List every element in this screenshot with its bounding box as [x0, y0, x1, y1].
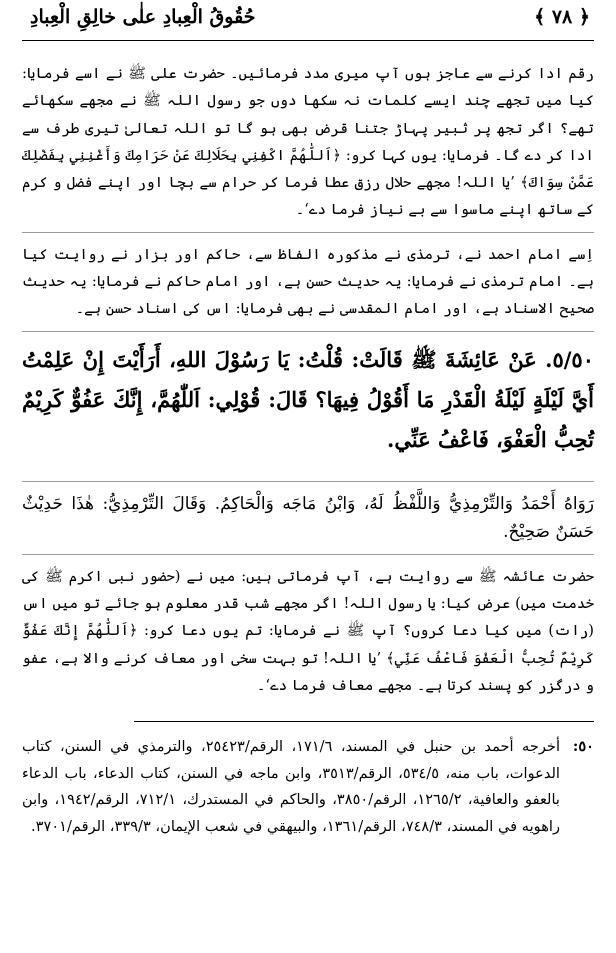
- footnote: [22, 734, 594, 840]
- urdu-translation-paragraph: حضرت عائشہ ﷺ سے روایت ہے، آپ فرماتی ہیں: میں نے (حضور نبی اکرم ﷺ کی خدمت میں) عرض کیا: یا رسول اللہ! اگر مجھے شب قدر معلوم ہو جائے تو میں اس (رات) میں کیا دعا کروں؟ آپ ﷺ نے فرمایا: تم یوں دعا کرو: ﴿اَللّٰهُمَّ إِنَّكَ عَفُوٌّ كَرِيْمٌ تُحِبُّ الْعَفْوَ فَاعْفُ عَنِّي﴾ ’یا اللہ! تو بہت سخی اور معاف کرنے والا ہے، عفو و درگزر کو پسند کرتا ہے۔ مجھے معاف فرما دے‘۔: [22, 567, 594, 694]
- footnote-text: أخرجه أحمد بن حنبل في المسند، ١٧١/٦، الرقم/٢٥٤٢٣، والترمذي في السنن، كتاب الدعوات، باب منه، ٥٣٤/٥، الرقم/٣٥١٣، وابن ماجه في السنن، كتاب الدعاء، باب الدعاء بالعفو والعافية، ١٢٦٥/٢، الرقم/٣٨٥٠، والحاكم في المستدرك، ٧١٢/١، الرقم/١٩٤٢، وابن راهويه في المسند، ٧٤٨/٣، الرقم/١٣٦١، والبيهقي في شعب الإيمان، ٣٣٩/٣، الرقم/٣٧٠١.: [22, 738, 560, 835]
- paragraph-divider: [22, 232, 594, 233]
- hadith-arabic-text: ٥/٥٠. عَنْ عَائِشَةَ ﷺ قَالَتْ: قُلْتُ: يَا رَسُوْلَ اللهِ، أَرَأَيْتَ إِنْ عَلِمْتُ أَيَّ لَيْلَةٍ لَيْلَةُ الْقَدْرِ مَا أَقُوْلُ فِيهَا؟ قَالَ: قُوْلِي: اَللّٰهُمَّ، إِنَّكَ عَفُوٌّ كَرِيْمٌ تُحِبُّ الْعَفْوَ، فَاعْفُ عَنِّي.: [22, 346, 594, 452]
- narration-chain: رَوَاهُ أَحْمَدُ وَالتِّرْمِذِيُّ وَاللَّفْظُ لَهُ، وَابْنُ مَاجَه وَالْحَاكِمُ. وَقَالَ التِّرْمِذِيُّ: هٰذَا حَدِيْثٌ حَسَنٌ صَحِيْحٌ.: [22, 493, 594, 542]
- paragraph-divider: [22, 554, 594, 555]
- paragraph-divider: [22, 481, 594, 482]
- footnote-marker: ٥٠:: [572, 738, 594, 756]
- header-rule: [22, 40, 594, 41]
- footnote-rule: [134, 721, 594, 722]
- paragraph-divider: [22, 331, 594, 332]
- page-number: ﴿ ٧٨ ﴾: [534, 6, 590, 28]
- running-title: حُقُوقُ الْعِبادِ علٰی خالِقِ الْعِبادِ: [30, 6, 256, 28]
- urdu-paragraph-authentication: اِسے امام احمد نے، ترمذی نے مذکورہ الفاظ سے، حاکم اور بزار نے روایت کیا ہے۔ امام ترمذی نے فرمایا: یہ حدیث حسن ہے، اور امام حاکم نے فرمایا: یہ حدیث صحیح الاسناد ہے، اور امام المقدسی نے بھی فرمایا: اس کی اسناد حسن ہے۔: [22, 245, 594, 318]
- urdu-paragraph-debt-dua: رقم ادا کرنے سے عاجز ہوں آپ میری مدد فرمائیں۔ حضرت علی ﷺ نے اسے فرمایا: کیا میں تجھے چند ایسے کلمات نہ سکھا دوں جو رسول اللہ ﷺ نے مجھے سکھائے تھے؟ اگر تجھ پر ثبیر پہاڑ جتنا قرض بھی ہو گا تو اللہ تعالیٰ تیری طرف سے ادا کر دے گا۔ فرمایا: یوں کہا کرو: ﴿اَللّٰهُمَّ اكْفِنِي بِحَلَالِكَ عَنْ حَرَامِكَ وَأَغْنِنِي بِفَضْلِكَ عَمَّنْ سِوَاكَ﴾ ’یا اللہ! مجھے حلال رزق عطا فرما کر حرام سے بچا اور اپنے فضل و کرم کے ساتھ اپنے ماسوا سے بے نیاز فرما دے‘۔: [22, 65, 594, 219]
- page-header: [22, 0, 594, 40]
